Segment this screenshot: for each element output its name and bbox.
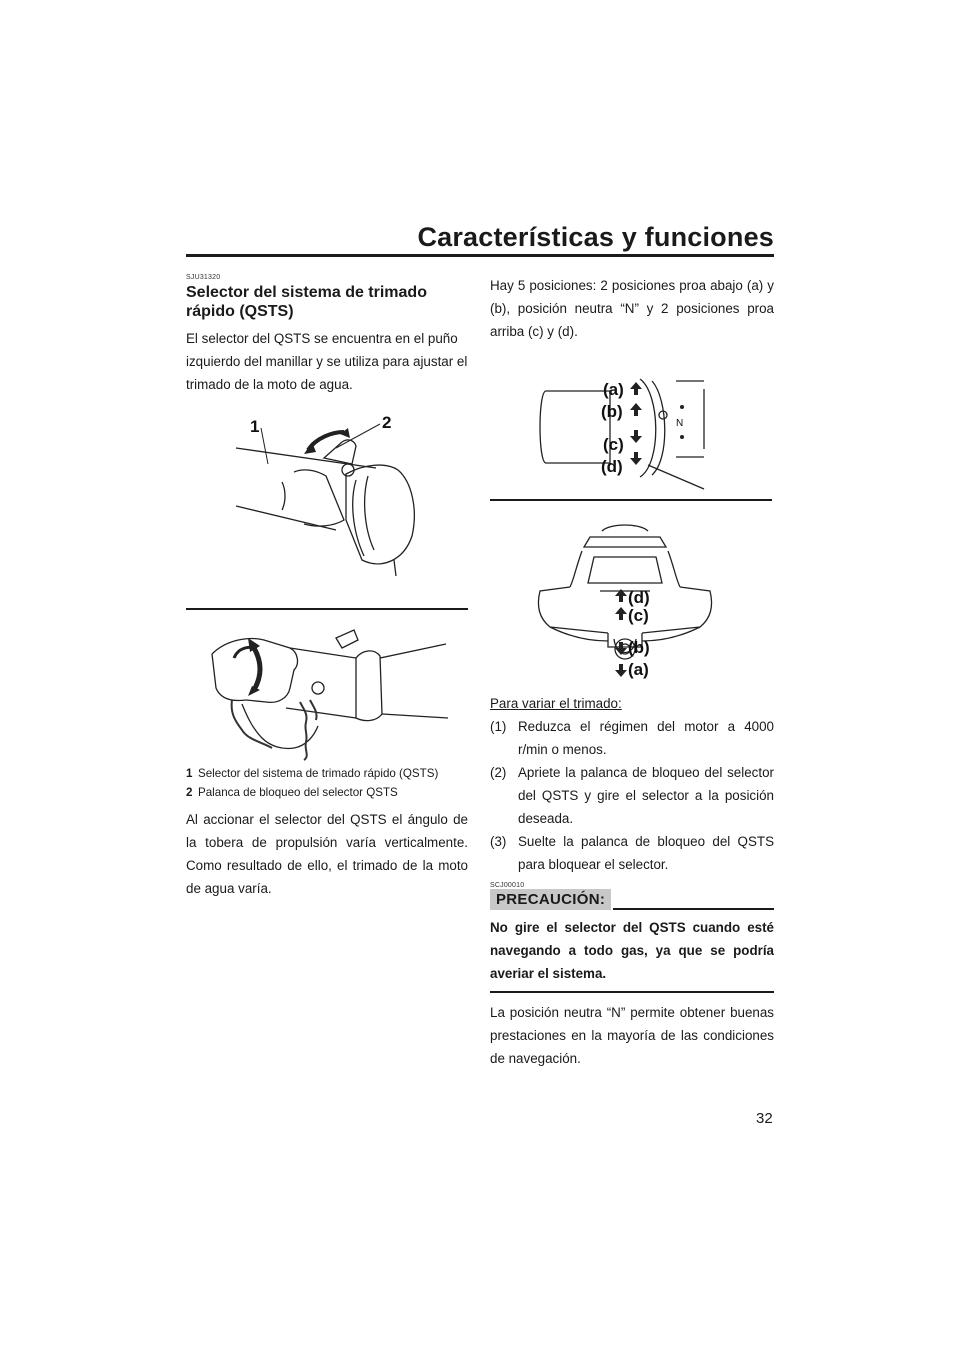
left-column xyxy=(186,274,468,900)
steps-title: Para variar el trimado: xyxy=(490,696,622,711)
page-title: Características y funciones xyxy=(417,222,774,252)
right-column xyxy=(490,274,774,1070)
legend-number: 2 xyxy=(186,786,193,799)
step-text: Reduzca el régimen del motor a 4000 r/min o menos. xyxy=(518,719,774,757)
figure-watercraft-rear xyxy=(490,507,774,687)
callout-1: 1 xyxy=(250,417,260,436)
figure-legend xyxy=(186,766,468,800)
label-d: (d) xyxy=(601,457,623,476)
label-a-bottom: (a) xyxy=(628,660,649,679)
section-code: SJU31320 xyxy=(186,274,221,281)
caution-rule xyxy=(613,908,774,910)
step-text: Apriete la palanca de bloqueo del selector del QSTS y gire el selector a la posición deseada. xyxy=(518,765,774,826)
label-c-bottom: (c) xyxy=(628,606,649,625)
step-item xyxy=(490,830,774,876)
header-rule xyxy=(186,254,774,257)
legend-text: Palanca de bloqueo del selector QSTS xyxy=(198,786,398,799)
watercraft-illustration xyxy=(490,507,774,687)
hand-illustration xyxy=(186,618,468,764)
legend-number: 1 xyxy=(186,767,193,780)
page-number: 32 xyxy=(756,1110,773,1127)
step-item xyxy=(490,761,774,830)
closing-paragraph: La posición neutra “N” permite obtener buenas prestaciones en la mayoría de las condiciones de navegación. xyxy=(490,1005,774,1066)
label-b: (b) xyxy=(601,402,623,421)
caution-label: PRECAUCIÓN: xyxy=(490,889,611,910)
figure-divider xyxy=(490,499,772,501)
step-number: (3) xyxy=(490,834,507,849)
caution-box xyxy=(490,882,774,993)
caution-header xyxy=(490,889,774,910)
figure-divider xyxy=(186,608,468,610)
callout-2: 2 xyxy=(382,413,392,432)
label-a: (a) xyxy=(603,380,624,399)
step-number: (1) xyxy=(490,719,507,734)
caution-code: SCJ00010 xyxy=(490,882,525,889)
figure-trim-positions xyxy=(490,359,774,495)
trim-positions-illustration xyxy=(490,359,774,495)
section-title: Selector del sistema de trimado rápido (QSTS) xyxy=(186,284,427,320)
step-number: (2) xyxy=(490,765,507,780)
caution-text: No gire el selector del QSTS cuando esté navegando a todo gas, ya que se podría averiar el sistema. xyxy=(490,916,774,993)
legend-item xyxy=(186,785,468,800)
step-text: Suelte la palanca de bloqueo del QSTS para bloquear el selector. xyxy=(518,834,774,872)
legend-item xyxy=(186,766,468,781)
label-b-bottom: (b) xyxy=(628,638,650,657)
label-d-bottom: (d) xyxy=(628,588,650,607)
step-item xyxy=(490,715,774,761)
grip-illustration xyxy=(186,410,468,602)
intro-paragraph: El selector del QSTS se encuentra en el puño izquierdo del manillar y se utiliza para ajustar el trimado de la moto de agua. xyxy=(186,331,468,392)
positions-paragraph: Hay 5 posiciones: 2 posiciones proa abajo (a) y (b), posición neutra “N” y 2 posiciones proa arriba (c) y (d). xyxy=(490,278,774,339)
angle-paragraph: Al accionar el selector del QSTS el ángulo de la tobera de propulsión varía verticalmente. Como resultado de ello, el trimado de la moto de agua varía. xyxy=(186,812,468,896)
label-c: (c) xyxy=(603,435,624,454)
figure-hand-operation xyxy=(186,618,468,764)
figure-grip-selector xyxy=(186,410,468,602)
legend-text: Selector del sistema de trimado rápido (QSTS) xyxy=(198,767,439,780)
label-neutral: N xyxy=(676,418,684,429)
